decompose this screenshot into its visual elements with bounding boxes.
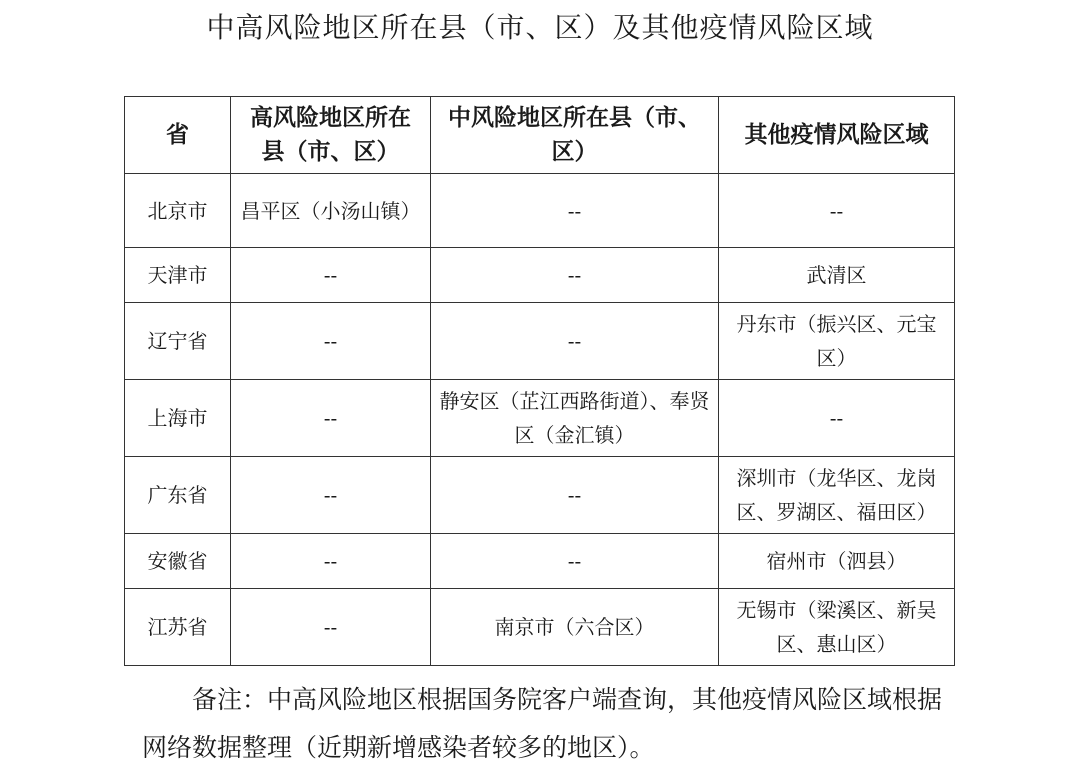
- cell-other-risk: 无锡市（梁溪区、新吴区、惠山区）: [719, 589, 955, 666]
- cell-province: 天津市: [125, 248, 231, 303]
- table-row: [125, 457, 955, 534]
- cell-high-risk: --: [231, 589, 431, 666]
- cell-high-risk: --: [231, 303, 431, 380]
- header-province: 省: [125, 97, 231, 174]
- cell-province: 江苏省: [125, 589, 231, 666]
- table-header-row: [125, 97, 955, 174]
- cell-other-risk: --: [719, 380, 955, 457]
- table-row: [125, 534, 955, 589]
- cell-other-risk: 深圳市（龙华区、龙岗区、罗湖区、福田区）: [719, 457, 955, 534]
- cell-province: 广东省: [125, 457, 231, 534]
- table-row: [125, 248, 955, 303]
- cell-medium-risk: --: [431, 303, 719, 380]
- table-row: [125, 589, 955, 666]
- cell-other-risk: 武清区: [719, 248, 955, 303]
- cell-other-risk: 丹东市（振兴区、元宝区）: [719, 303, 955, 380]
- risk-area-table: [124, 96, 955, 666]
- cell-high-risk: --: [231, 457, 431, 534]
- cell-medium-risk: 南京市（六合区）: [431, 589, 719, 666]
- cell-medium-risk: --: [431, 248, 719, 303]
- footnote: [142, 676, 962, 772]
- footnote-text: 备注：中高风险地区根据国务院客户端查询，其他疫情风险区域根据网络数据整理（近期新增感染者较多的地区）。: [142, 685, 943, 762]
- table-row: [125, 174, 955, 248]
- cell-medium-risk: 静安区（芷江西路街道）、奉贤区（金汇镇）: [431, 380, 719, 457]
- cell-medium-risk: --: [431, 174, 719, 248]
- cell-other-risk: 宿州市（泗县）: [719, 534, 955, 589]
- cell-high-risk: --: [231, 534, 431, 589]
- cell-province: 辽宁省: [125, 303, 231, 380]
- cell-high-risk: 昌平区（小汤山镇）: [231, 174, 431, 248]
- header-high-risk: 高风险地区所在县（市、区）: [231, 97, 431, 174]
- document-title: 中高风险地区所在县（市、区）及其他疫情风险区域: [206, 11, 874, 44]
- header-other-risk: 其他疫情风险区域: [719, 97, 955, 174]
- cell-province: 安徽省: [125, 534, 231, 589]
- cell-province: 上海市: [125, 380, 231, 457]
- cell-high-risk: --: [231, 380, 431, 457]
- cell-other-risk: --: [719, 174, 955, 248]
- table-row: [125, 380, 955, 457]
- cell-medium-risk: --: [431, 534, 719, 589]
- table-row: [125, 303, 955, 380]
- cell-province: 北京市: [125, 174, 231, 248]
- header-medium-risk: 中风险地区所在县（市、区）: [431, 97, 719, 174]
- cell-high-risk: --: [231, 248, 431, 303]
- cell-medium-risk: --: [431, 457, 719, 534]
